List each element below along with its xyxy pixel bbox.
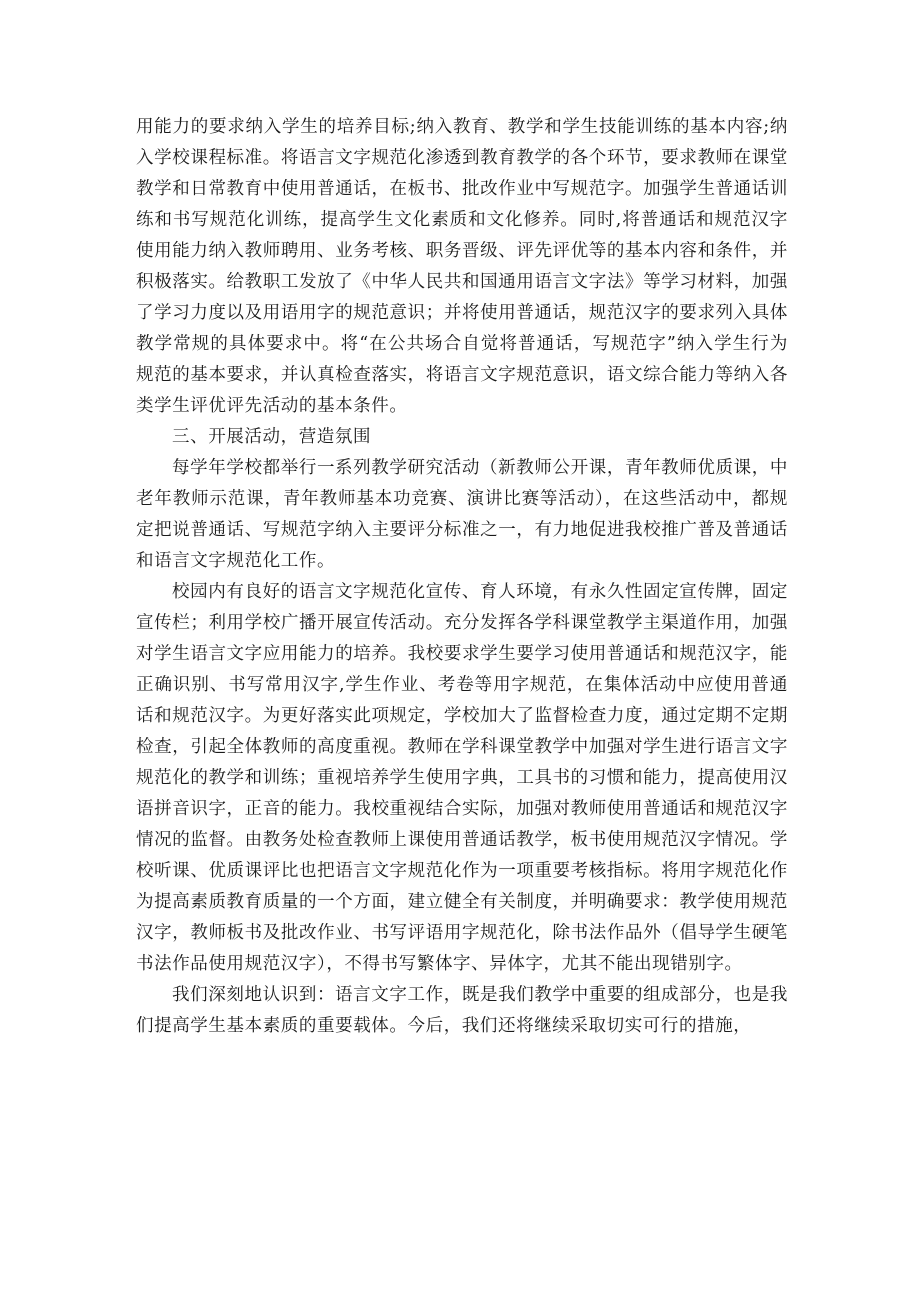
document-body xyxy=(136,112,788,1042)
paragraph-activities: 每学年学校都举行一系列教学研究活动（新教师公开课，青年教师优质课，中老年教师示范课，青年教师基本功竞赛、演讲比赛等活动），在这些活动中，都规定把说普通话、写规范字纳入主要评分标准之一，有力地促进我校推广普及普通话和语言文字规范化工作。 xyxy=(136,458,788,571)
paragraph-continuation: 用能力的要求纳入学生的培养目标;纳入教育、教学和学生技能训练的基本内容;纳入学校课程标准。将语言文字规范化渗透到教育教学的各个环节，要求教师在课堂教学和日常教育中使用普通话，在板书、批改作业中写规范字。加强学生普通话训练和书写规范化训练，提高学生文化素质和文化修养。同时,将普通话和规范汉字使用能力纳入教师聘用、业务考核、职务晋级、评先评优等的基本内容和条件，并积极落实。给教职工发放了《中华人民共和国通用语言文字法》等学习材料，加强了学习力度以及用语用字的规范意识；并将使用普通话，规范汉字的要求列入具体教学常规的具体要求中。将“在公共场合自觉将普通话，写规范字”纳入学生行为规范的基本要求，并认真检查落实，将语言文字规范意识，语文综合能力等纳入各类学生评优评先活动的基本条件。 xyxy=(136,117,788,416)
paragraph-campus-environment: 校园内有良好的语言文字规范化宣传、育人环境，有永久性固定宣传牌，固定宣传栏；利用学校广播开展宣传活动。充分发挥各学科课堂教学主渠道作用，加强对学生语言文字应用能力的培养。我校要求学生要学习使用普通话和规范汉字，能正确识别、书写常用汉字,学生作业、考卷等用字规范，在集体活动中应使用普通话和规范汉字。为更好落实此项规定，学校加大了监督检查力度，通过定期不定期检查，引起全体教师的高度重视。教师在学科课堂教学中加强对学生进行语言文字规范化的教学和训练；重视培养学生使用字典，工具书的习惯和能力，提高使用汉语拼音识字，正音的能力。我校重视结合实际，加强对教师使用普通话和规范汉字情况的监督。由教务处检查教师上课使用普通话教学，板书使用规范汉字情况。学校听课、优质课评比也把语言文字规范化作为一项重要考核指标。将用字规范化作为提高素质教育质量的一个方面，建立健全有关制度，并明确要求：教学使用规范汉字，教师板书及批改作业、书写评语用字规范化，除书法作品外（倡导学生硬笔书法作品使用规范汉字），不得书写繁体字、异体字，尤其不能出现错别字。 xyxy=(136,582,788,974)
section-heading: 三、开展活动，营造氛围 xyxy=(172,427,372,447)
paragraph-conclusion: 我们深刻地认识到：语言文字工作，既是我们教学中重要的组成部分，也是我们提高学生基本素质的重要载体。今后，我们还将继续采取切实可行的措施， xyxy=(136,985,788,1036)
